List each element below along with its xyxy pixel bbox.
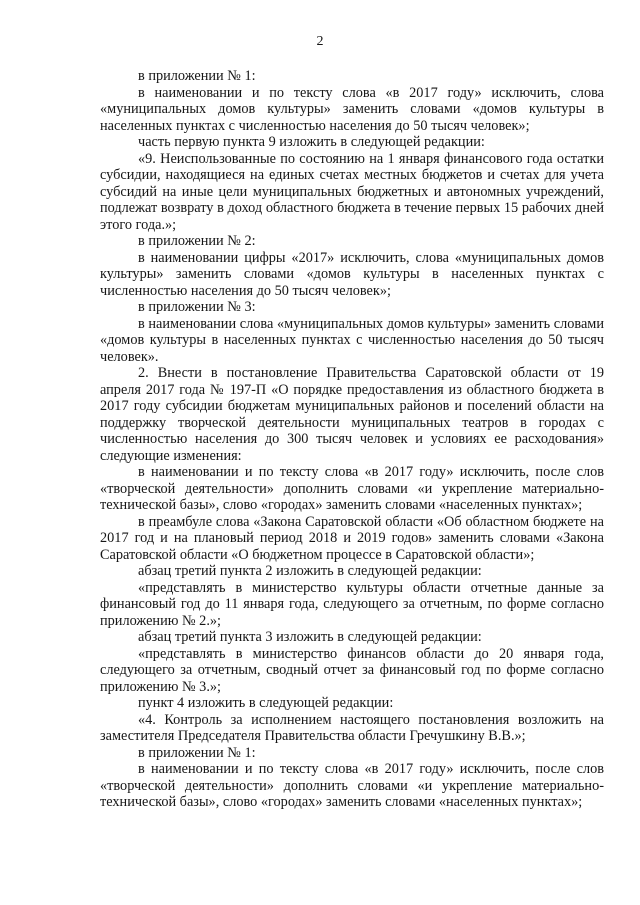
paragraph: абзац третий пункта 2 изложить в следующей редакции: bbox=[138, 563, 482, 579]
paragraph: в наименовании слова «муниципальных домов культуры» заменить словами «домов культуры в населенных пунктах с численностью населения до 50 тысяч человек». bbox=[100, 315, 604, 365]
paragraph: в наименовании цифры «2017» исключить, слова «муниципальных домов культуры» заменить словами «домов культуры в населенных пунктах с численностью населения до 50 тысяч человек»; bbox=[100, 249, 604, 299]
paragraph: в наименовании и по тексту слова «в 2017 году» исключить, после слов «творческой деятельности» дополнить словами «и укрепление материально-технической базы», слово «городах» заменить словами «населенных пунктах»; bbox=[100, 464, 604, 513]
paragraph: в наименовании и по тексту слова «в 2017 году» исключить, слова «муниципальных домов культуры» заменить словами «домов культуры в населенных пунктах с численностью населения до 50 тысяч человек»; bbox=[100, 84, 604, 134]
paragraph: «9. Неиспользованные по состоянию на 1 января финансового года остатки субсидии, находящиеся на единых счетах местных бюджетов и счетах для учета субсидий на иные цели муниципальных бюджетных и автономных учреждений, подлежат возврату в доход областного бюджета в течение первых 15 рабочих дней этого года.»; bbox=[100, 150, 604, 233]
paragraph: «представлять в министерство культуры области отчетные данные за финансовый год до 11 января года, следующего за отчетным, по форме согласно приложению № 2.»; bbox=[100, 579, 604, 629]
page-number: 2 bbox=[316, 34, 324, 49]
paragraph: в наименовании и по тексту слова «в 2017 году» исключить, после слов «творческой деятельности» дополнить словами «и укрепление материально-технической базы», слово «городах» заменить словами «населенных пунктах»; bbox=[100, 761, 604, 810]
paragraph: в приложении № 2: bbox=[138, 233, 256, 249]
paragraph: в приложении № 3: bbox=[138, 299, 256, 315]
paragraph: «4. Контроль за исполнением настоящего постановления возложить на заместителя Председателя Правительства области Гречушкину В.В.»; bbox=[100, 711, 604, 744]
paragraph: абзац третий пункта 3 изложить в следующей редакции: bbox=[138, 629, 482, 645]
paragraph: часть первую пункта 9 изложить в следующей редакции: bbox=[138, 134, 485, 150]
paragraph: пункт 4 изложить в следующей редакции: bbox=[138, 695, 394, 711]
paragraph: в приложении № 1: bbox=[138, 744, 256, 761]
paragraph: 2. Внести в постановление Правительства Саратовской области от 19 апреля 2017 года № 197-П «О порядке предоставления из областного бюджета в 2017 году субсидии бюджетам муниципальных районов и поселений области на поддержку творческой деятельности муниципальных театров в городах с численностью населения до 300 тысяч человек и условиях ее расходования» следующие изменения: bbox=[100, 365, 604, 464]
paragraph: «представлять в министерство финансов области до 20 января года, следующего за отчетным, сводный отчет за финансовый год по форме согласно приложению № 3.»; bbox=[100, 645, 604, 695]
document-body bbox=[100, 68, 604, 811]
paragraph: в приложении № 1: bbox=[138, 68, 256, 84]
paragraph: в преамбуле слова «Закона Саратовской области «Об областном бюджете на 2017 год и на плановый период 2018 и 2019 годов» заменить словами «Закона Саратовской области «О бюджетном процессе в Саратовской области»; bbox=[100, 513, 604, 563]
